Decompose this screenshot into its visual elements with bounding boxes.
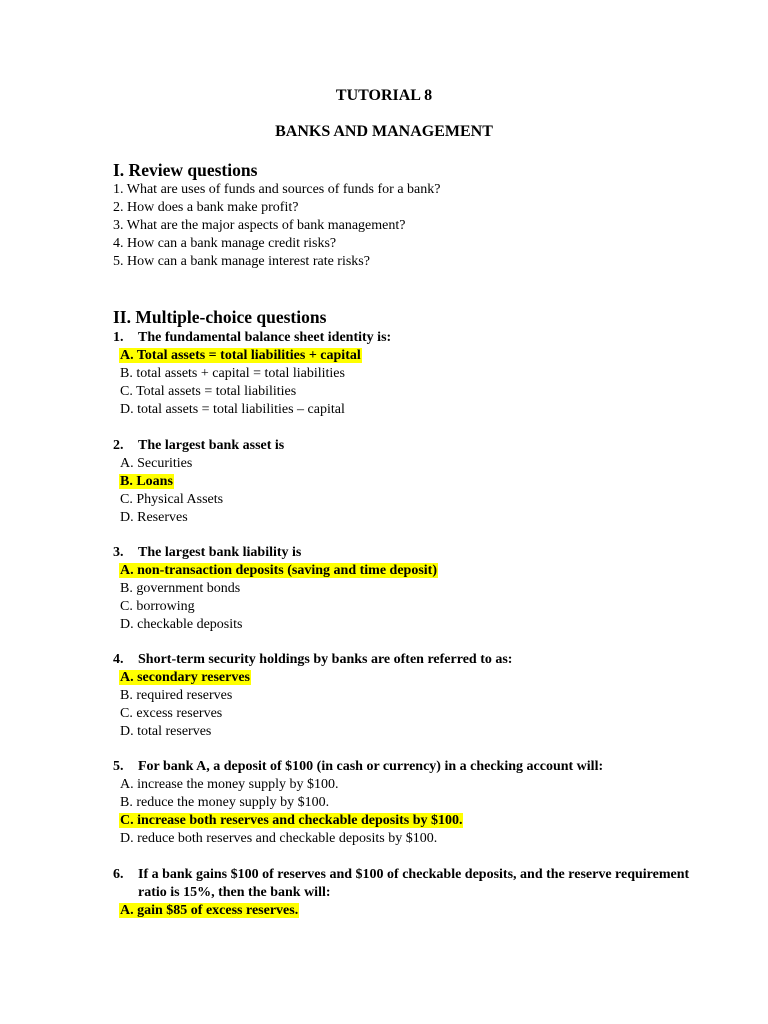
option-a xyxy=(113,347,713,365)
question-stem xyxy=(113,437,713,455)
option-label: A. increase the money supply by $100. xyxy=(120,777,339,792)
option-a xyxy=(113,562,713,580)
question-text: The largest bank liability is xyxy=(138,545,302,560)
question-3 xyxy=(113,544,713,634)
option-label: C. Physical Assets xyxy=(120,492,224,507)
option-label: A. secondary reserves xyxy=(120,670,250,685)
question-number: 3. xyxy=(113,545,124,560)
option-label: A. Total assets = total liabilities + capital xyxy=(120,348,361,363)
option-label: B. Loans xyxy=(120,474,173,489)
question-5 xyxy=(113,758,713,848)
option-label: D. reduce both reserves and checkable deposits by $100. xyxy=(120,831,438,846)
option-a xyxy=(113,669,713,687)
question-4 xyxy=(113,651,713,741)
option-a xyxy=(113,902,713,920)
option-label: D. total reserves xyxy=(120,724,212,739)
question-stem xyxy=(113,544,713,562)
option-label: D. total assets = total liabilities – capital xyxy=(120,402,345,417)
option-label: B. government bonds xyxy=(120,581,241,596)
question-text: If a bank gains $100 of reserves and $100 of checkable deposits, and the reserve requirement ratio is 15%, then the bank will: xyxy=(138,867,690,900)
option-d xyxy=(113,723,713,741)
mcq-heading: II. Multiple-choice questions xyxy=(113,307,327,327)
option-d xyxy=(113,830,713,848)
question-text: The largest bank asset is xyxy=(138,438,285,453)
question-number: 2. xyxy=(113,438,124,453)
question-text: For bank A, a deposit of $100 (in cash or currency) in a checking account will: xyxy=(138,759,604,774)
option-label: D. checkable deposits xyxy=(120,617,243,632)
question-text: The fundamental balance sheet identity is: xyxy=(138,330,392,345)
option-label: A. gain $85 of excess reserves. xyxy=(120,903,299,918)
option-label: C. excess reserves xyxy=(120,706,223,721)
question-stem xyxy=(113,651,713,669)
option-label: C. Total assets = total liabilities xyxy=(120,384,297,399)
question-number: 1. xyxy=(113,330,124,345)
question-number: 6. xyxy=(113,867,124,882)
document-title: TUTORIAL 8 xyxy=(335,87,433,104)
question-text: Short-term security holdings by banks are often referred to as: xyxy=(138,652,513,667)
review-item: 5. How can a bank manage interest rate risks? xyxy=(113,254,370,269)
review-item: 3. What are the major aspects of bank management? xyxy=(113,218,406,233)
option-b xyxy=(113,365,713,383)
option-label: D. Reserves xyxy=(120,510,188,525)
option-label: B. reduce the money supply by $100. xyxy=(120,795,330,810)
option-label: B. total assets + capital = total liabilities xyxy=(120,366,345,381)
option-label: B. required reserves xyxy=(120,688,233,703)
option-label: A. Securities xyxy=(120,456,193,471)
review-list xyxy=(113,181,713,271)
option-b xyxy=(113,473,713,491)
option-c xyxy=(113,705,713,723)
option-c xyxy=(113,491,713,509)
review-heading: I. Review questions xyxy=(113,160,258,180)
option-label: C. borrowing xyxy=(120,599,195,614)
option-c xyxy=(113,812,713,830)
review-item: 4. How can a bank manage credit risks? xyxy=(113,236,337,251)
option-label: C. increase both reserves and checkable deposits by $100. xyxy=(120,813,463,828)
review-item: 2. How does a bank make profit? xyxy=(113,200,299,215)
question-stem xyxy=(113,866,713,902)
review-item: 1. What are uses of funds and sources of funds for a bank? xyxy=(113,182,441,197)
document-subtitle: BANKS AND MANAGEMENT xyxy=(275,123,493,140)
option-c xyxy=(113,598,713,616)
option-d xyxy=(113,401,713,419)
option-c xyxy=(113,383,713,401)
option-b xyxy=(113,687,713,705)
option-a xyxy=(113,776,713,794)
option-d xyxy=(113,616,713,634)
question-2 xyxy=(113,437,713,527)
option-label: A. non-transaction deposits (saving and time deposit) xyxy=(120,563,437,578)
question-stem xyxy=(113,329,713,347)
question-stem xyxy=(113,758,713,776)
question-number: 4. xyxy=(113,652,124,667)
option-b xyxy=(113,580,713,598)
question-number: 5. xyxy=(113,759,124,774)
option-a xyxy=(113,455,713,473)
question-6 xyxy=(113,866,713,920)
option-b xyxy=(113,794,713,812)
question-1 xyxy=(113,329,713,419)
option-d xyxy=(113,509,713,527)
